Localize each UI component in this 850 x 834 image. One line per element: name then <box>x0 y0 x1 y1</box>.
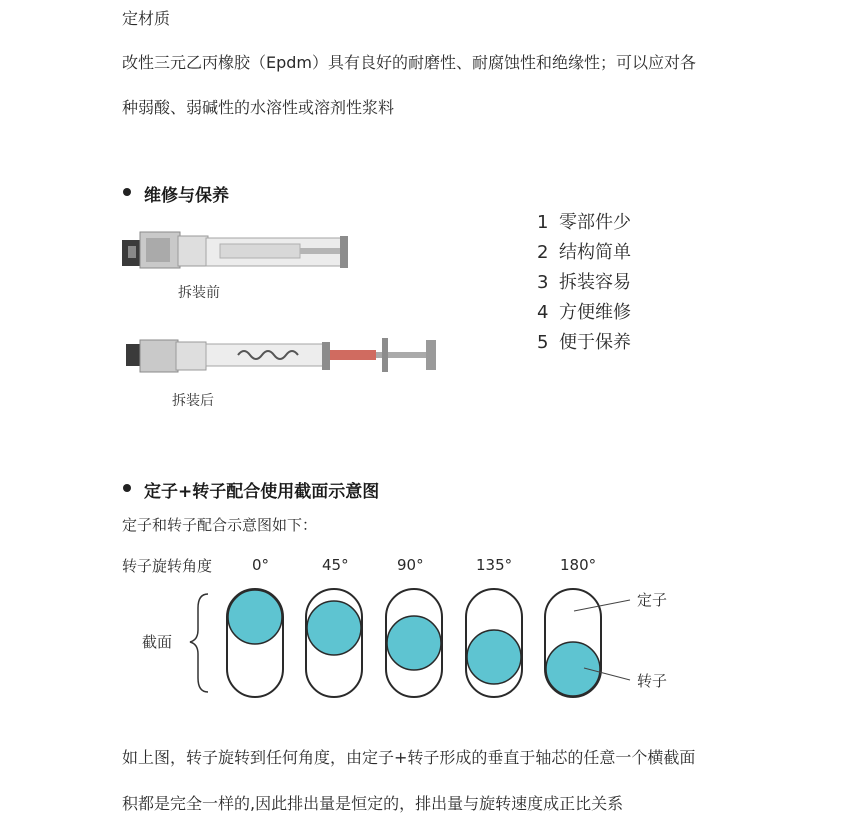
conclusion-line1: 如上图，转子旋转到任何角度，由定子+转子形成的垂直于轴芯的任意一个横截面 <box>122 748 696 767</box>
angle-45: 45° <box>322 556 349 574</box>
angle-label: 转子旋转角度 <box>122 557 213 575</box>
diagram-title: 定子+转子配合使用截面示意图 <box>144 482 380 502</box>
conclusion-line2: 积都是完全一样的,因此排出量是恒定的，排出量与旋转速度成正比关系 <box>122 794 624 813</box>
stator-45 <box>306 589 362 697</box>
material-description-line2: 种弱酸、弱碱性的水溶性或溶剂性浆料 <box>122 98 395 117</box>
rotor-0 <box>228 590 282 644</box>
maintenance-title: 维修与保养 <box>144 186 229 206</box>
list-item: 2 结构简单 <box>537 242 631 263</box>
stator-135 <box>466 589 522 697</box>
list-item: 4 方便维修 <box>537 302 631 323</box>
rotor-label: 转子 <box>637 672 668 690</box>
angle-180: 180° <box>560 556 597 574</box>
diagram-subtitle: 定子和转子配合示意图如下： <box>122 516 318 534</box>
stator-label: 定子 <box>637 591 668 609</box>
angle-135: 135° <box>476 556 513 574</box>
section-label: 截面 <box>142 633 173 651</box>
list-item: 3 拆装容易 <box>537 272 631 293</box>
angle-0: 0° <box>252 556 270 574</box>
rotor-180 <box>546 642 600 696</box>
caption-before: 拆装前 <box>178 285 220 301</box>
list-item: 1 零部件少 <box>537 212 631 233</box>
stator-0 <box>227 589 283 697</box>
stator-90 <box>386 589 442 697</box>
material-heading: 定材质 <box>122 9 171 28</box>
rotor-135 <box>467 630 521 684</box>
stator-180 <box>545 589 601 697</box>
rotor-90 <box>387 616 441 670</box>
caption-after: 拆装后 <box>172 393 214 409</box>
list-item: 5 便于保养 <box>537 332 631 353</box>
material-description-line1: 改性三元乙丙橡胶（Epdm）具有良好的耐磨性、耐腐蚀性和绝缘性；可以应对各 <box>122 53 697 72</box>
angle-90: 90° <box>397 556 424 574</box>
rotor-45 <box>307 601 361 655</box>
bracket <box>190 594 208 692</box>
